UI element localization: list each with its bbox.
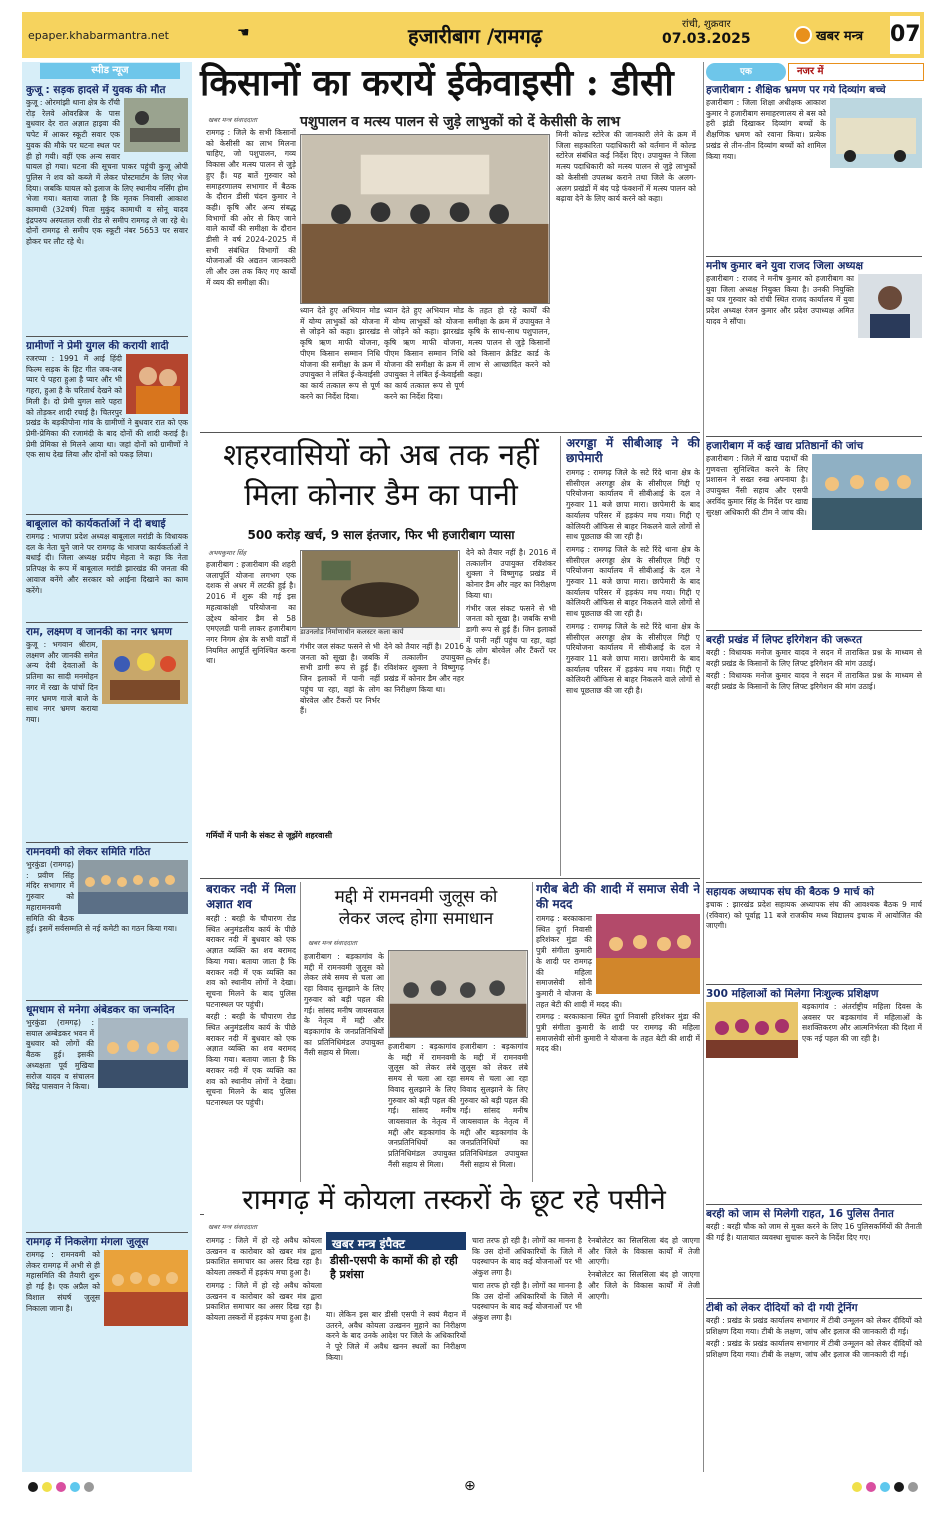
dam-body-3: देने को तैयार नहीं है। 2016 में तत्कालीन उपायुक्त रविशंकर शुक्ला ने विष्णुगढ़ प्रखंड में कोनार डैम और नहर का निरीक्षण किया था। xyxy=(384,642,464,694)
committee-photo xyxy=(78,860,188,914)
garib-body-cont: रामगढ़ : बरकाकाना स्थित दुर्गा निवासी हरिशंकर मुंडा की पुत्री संगीता कुमारी के शादी पर रामगढ़ की महिला समाजसेवी सोनी कुमारी ने योजना के तहत बेटी की शादी में मदद की। xyxy=(536,1012,700,1054)
left-item-title: रामनवमी को लेकर समिति गठित xyxy=(26,846,151,858)
ek-nazar-header xyxy=(706,63,924,81)
right-item-title: हजारीबाग : शैक्षिक भ्रमण पर गये दिव्यांग बच्चे xyxy=(706,84,886,96)
barakar-story xyxy=(206,882,296,1212)
divider xyxy=(706,1298,922,1299)
right-item-4 xyxy=(706,634,922,880)
bus-photo xyxy=(830,98,922,168)
right-item-title: हजारीबाग में कई खाद्य प्रतिष्ठानों की जांच xyxy=(706,440,864,452)
food-inspection-photo xyxy=(812,454,922,530)
main-col-2b xyxy=(384,306,464,430)
right-item-3 xyxy=(706,440,922,628)
left-item-7 xyxy=(26,1236,188,1468)
ramnavami-headline-line-2: लेकर जल्द होगा समाधान xyxy=(338,909,494,929)
coal-body-4: रेनबोलेटर का सिलसिला बंद हो जाएगा और जिले के विकास कार्यों में तेजी आएगी। xyxy=(588,1236,700,1267)
dam-headline xyxy=(206,436,556,516)
dam-byline: अभयकुमार सिंह xyxy=(208,549,247,557)
gray-dot-icon xyxy=(908,1482,918,1492)
left-item-body: रामगढ़ : भाजपा प्रदेश अध्यक्ष बाबूलाल मरांडी के विधायक दल के नेता चुने जाने पर रामगढ़ के भाजपा कार्यकर्ताओं ने बधाई दी। जिला अध्यक्ष प्रदीप मेहता ने कहा कि नेता प्रतिपक्ष के रूप में बाबूलाल मरांडी झारखंड की जनता की आवाज बनेंगे और सरकार को आईना दिखाने का काम करेंगे। xyxy=(26,532,188,595)
divider xyxy=(26,1232,188,1233)
ambedkar-meeting-photo xyxy=(98,1018,188,1088)
coal-col-1 xyxy=(206,1236,322,1472)
divider xyxy=(200,878,700,879)
cyan-dot-icon xyxy=(70,1482,80,1492)
right-item-body: इचाक : झारखंड प्रदेश सहायक अध्यापक संघ की आवश्यक बैठक 9 मार्च (रविवार) को पूर्वाह्न 11 बजे राजकीय मध्य विद्यालय इचाक में आयोजित की जाएगी। xyxy=(706,900,922,931)
page-number: 07 xyxy=(890,16,920,54)
divider xyxy=(706,1204,922,1205)
dam-headline-line-1: शहरवासियों को अब तक नहीं xyxy=(223,438,539,473)
right-item-1 xyxy=(706,84,922,254)
ramnavami-body-2: हजारीबाग : बड़कागांव के मद्दी में रामनवमी जुलूस को लेकर लंबे समय से चला आ रहा विवाद सुलझाने के लिए गुरुवार को बड़ी पहल की गई। सांसद मनीष जायसवाल के नेतृत्व में मद्दी और बड़कागांव के जनप्रतिनिधियों का प्रतिनिधिमंडल उपायुक्त नैंसी सहाय से मिला। xyxy=(388,1042,456,1169)
divider xyxy=(26,622,188,623)
left-item-6 xyxy=(26,1004,188,1229)
right-item-title: सहायक अध्यापक संघ की बैठक 9 मार्च को xyxy=(706,886,874,898)
manish-kumar-photo xyxy=(858,274,922,338)
dam-note: गर्मियों में पानी के संकट से जूझेंगे शहरवासी xyxy=(206,831,333,840)
right-item-title: टीबी को लेकर दीदियों को दी गयी ट्रेनिंग xyxy=(706,1302,858,1314)
arguda-story xyxy=(566,436,700,876)
issue-date: 07.03.2025 xyxy=(662,31,751,47)
color-dots-left xyxy=(28,1482,94,1492)
main-col-3 xyxy=(468,306,550,430)
right-item-title: मनीष कुमार बने युवा राजद जिला अध्यक्ष xyxy=(706,260,863,272)
section-title: हजारीबाग /रामगढ़ xyxy=(408,24,542,48)
ramnavami-col-1 xyxy=(304,952,384,1212)
divider xyxy=(26,1000,188,1001)
coal-byline: खबर मन्त्र संवाददाता xyxy=(208,1223,258,1231)
main-byline: खबर मन्त्र संवाददाता xyxy=(208,116,258,124)
divider xyxy=(26,336,188,337)
ramnavami-body-1: हजारीबाग : बड़कागांव के मद्दी में रामनवमी जुलूस को लेकर लंबे समय से चला आ रहा विवाद सुलझाने के लिए गुरुवार को बड़ी पहल की गई। सांसद मनीष जायसवाल के नेतृत्व में मद्दी और बड़कागांव के जनप्रतिनिधियों का प्रतिनिधिमंडल उपायुक्त नैंसी सहाय से मिला। xyxy=(304,952,384,1058)
divider xyxy=(706,436,922,437)
garib-title: गरीब बेटी की शादी में समाज सेवी ने की मदद xyxy=(536,882,700,911)
divider xyxy=(200,432,700,433)
city-day: रांची, शुक्रवार xyxy=(681,19,731,30)
coal-body-2: या। लेकिन इस बार डीसी एसपी ने स्वयं मैदान में उतरने, अवैध कोयला उत्खनन मुहाने का निरीक्षण करने के बाद उनके आदेश पर जिले के अधिकारियों ने पूरे जिले में अवैध खनन स्थलों का निरीक्षण किया। xyxy=(326,1310,466,1362)
dam-photo xyxy=(300,550,460,628)
khabar-impact-text: डीसी-एसपी के कामों की हो रही है प्रशंसा xyxy=(330,1254,458,1281)
main-body-2: ध्यान देते हुए अभियान मोड में योग्य लाभुकों को योजना से जोड़ने को कहा। झारखंड कृषि ऋण माफी योजना, पीएम किसान सम्मान निधि योजना की समीक्षा के क्रम में उपायुक्त ने लंबित ई-केवाईसी का कार्य तत्काल रूप से पूर्ण करने का निर्देश दिया। xyxy=(300,306,380,401)
right-item-title: बरही प्रखंड में लिफ्ट इरिगेशन की जरूरत xyxy=(706,634,862,646)
left-item-4 xyxy=(26,626,188,736)
ramnavami-byline: खबर मन्त्र संवाददाता xyxy=(308,939,358,947)
coal-col-4 xyxy=(588,1236,700,1472)
left-item-body: रजरप्पा : 1991 में आई हिंदी फिल्म सड़क के हिट गीत जब-जब प्यार पे पहरा हुआ है प्यार और भी गहरा, हुआ है के चरितार्थ देखने को मिली है। दो प्रेमी युगल सारे पहरा को तोड़कर शादी रचाई है। चितरपुर प्रखंड के बड़कीपोना गांव के ग्रामीणों ने बुधवार रात को एक प्रेमी-प्रेमिका की रजामंदी के बाद दोनों की शादी कराई है। प्रेमी प्रेमिका से मिलने आया था। जहां दोनों को ग्रामीणों ने एक साथ देख लिया और दोनों को पकड़ लिया। xyxy=(26,354,188,460)
yellow-dot-icon xyxy=(42,1482,52,1492)
wedding-help-photo xyxy=(596,914,700,994)
accident-photo xyxy=(124,98,188,152)
divider xyxy=(560,436,561,876)
divider xyxy=(706,984,922,985)
left-item-title: बाबूलाल को कार्यकर्ताओं ने दी बधाई xyxy=(26,518,166,530)
dam-headline-line-2: मिला कोनार डैम का पानी xyxy=(244,478,518,513)
right-item-body: हजारीबाग : राजद ने मनीष कुमार को हजारीबाग का युवा जिला अध्यक्ष नियुक्त किया है। उनकी नियुक्ति का पत्र गुरुवार को रांची स्थित राजद कार्यालय में युवा प्रदेश अध्यक्ष रंजन कुमार और प्रदेश उपाध्यक्ष अमित यादव ने सौंपा। xyxy=(706,274,854,326)
couple-photo xyxy=(126,354,188,414)
right-item-body: बड़कागांव : अंतर्राष्ट्रीय महिला दिवस के अवसर पर बड़कागांव में महिलाओं के सशक्तिकरण और आत्मनिर्भरता की दिशा में एक नई पहल की जा रही है। xyxy=(802,1002,922,1044)
left-item-1 xyxy=(26,84,188,334)
right-item-5 xyxy=(706,886,922,982)
left-item-3 xyxy=(26,518,188,618)
brand-logo xyxy=(794,21,894,49)
right-item-7 xyxy=(706,1208,922,1296)
main-body-1: रामगढ़ : जिले के सभी किसानों को केसीसी का लाभ मिलना चाहिए, जो पशुपालन, गव्य विकास और मत्स्य पालन से जुड़े हुए हैं। यह बातें गुरुवार को समाहरणालय सभागार में बैठक के दौरान डीसी चंदन कुमार ने कही। कृषि और अन्य संबद्ध विभागों की ओर से किए जाने वाले कार्यों की समीक्षा के दौरान डीसी ने वर्ष 2024-2025 में सभी संबंधित विभागों की योजनाओं की अद्यतन जानकारी ली और उस तक किए गए कार्यों में व्यय की समीक्षा की। xyxy=(206,128,296,287)
ramnavami-body-3: हजारीबाग : बड़कागांव के मद्दी में रामनवमी जुलूस को लेकर लंबे समय से चला आ रहा विवाद सुलझाने के लिए गुरुवार को बड़ी पहल की गई। सांसद मनीष जायसवाल के नेतृत्व में मद्दी और बड़कागांव के जनप्रतिनिधियों का प्रतिनिधिमंडल उपायुक्त नैंसी सहाय से मिला। xyxy=(460,1042,528,1169)
ramnavami-headline xyxy=(304,886,528,930)
left-item-body: कुजू : भगवान श्रीराम, लक्ष्मण और जानकी समेत अन्य देवी देवताओं के प्रतिमा का सादी मनमोहन नगर में रखा के पांचों दिन नगर भ्रमण गाजे बाजे के साथ नगर भ्रमण कराया गया। xyxy=(26,640,98,724)
brand-circle-icon xyxy=(794,26,812,44)
main-body-2b: ध्यान देते हुए अभियान मोड में योग्य लाभुकों को योजना से जोड़ने को कहा। झारखंड कृषि ऋण माफी योजना, पीएम किसान सम्मान निधि योजना की समीक्षा के क्रम में उपायुक्त ने लंबित ई-केवाईसी का कार्य तत्काल रूप से पूर्ण करने का निर्देश दिया। xyxy=(384,306,464,401)
arguda-body: रामगढ़ : रामगढ़ जिले के सटे रिंदे थाना क्षेत्र के सीसीएल अरगड्डा क्षेत्र के सीसीएल गिद्दी ए परियोजना कार्यालय में सीबीआई के दल ने गुरुवार 11 बजे छापा मारा। छापेमारी के बाद कार्यालय परिसर में हड़कंप मच गया। गिद्दी ए कोलियरी ऑफिस से बाहर निकलने वाले लोगों से साथ पूछताछ की जा रही है। xyxy=(566,468,700,542)
dam-col-3 xyxy=(384,642,464,830)
coal-col-3 xyxy=(472,1236,582,1472)
right-item-body: हजारीबाग : जिले में खाद्य पदार्थों की गुणवत्ता सुनिश्चित करने के लिए प्रशासन ने सख्त रुख अपनाया है। उपायुक्त नैंसी सहाय और एसपी अरविंद कुमार सिंह के निर्देश पर खाद्य सुरक्षा अधिकारी की टीम ने जांच की। xyxy=(706,454,808,517)
coal-col-2 xyxy=(326,1310,466,1472)
right-item-body-cont: बरही : प्रखंड के प्रखंड कार्यालय सभागार में टीबी उन्मूलन को लेकर दीदियों को प्रशिक्षण दिया गया। टीबी के लक्षण, जांच और इलाज की जानकारी दी गई। xyxy=(706,1339,922,1360)
coal-body-3-cont: चारा तरफ हो रही है। लोगों का मानना है कि उस दोनों अधिकारियों के जिले में पदस्थापन के बाद कई योजनाओं पर भी अंकुश लगा है। xyxy=(472,1280,582,1322)
right-item-2 xyxy=(706,260,922,434)
main-col-4 xyxy=(556,130,696,430)
divider xyxy=(706,256,922,257)
black-dot-icon xyxy=(894,1482,904,1492)
magenta-dot-icon xyxy=(56,1482,66,1492)
coal-body-1: रामगढ़ : जिले में हो रहे अवैध कोयला उत्खनन व कारोबार को खबर मंत्र द्वारा प्रकाशित समाचार का असर दिख रहा है। कोयला तस्करों में हड़कंप मचा हुआ है। xyxy=(206,1236,322,1278)
divider xyxy=(26,514,188,515)
right-item-title: 300 महिलाओं को मिलेगा निःशुल्क प्रशिक्षण xyxy=(706,988,879,1000)
page-footer xyxy=(22,1474,924,1500)
coal-body-4-cont: रेनबोलेटर का सिलसिला बंद हो जाएगा और जिले के विकास कार्यों में तेजी आएगी। xyxy=(588,1270,700,1301)
right-item-6 xyxy=(706,988,922,1202)
dam-body-1: हजारीबाग : हजारीबाग की शहरी जलापूर्ति योजना लगभग एक दशक से अधर में लटकी हुई है। 2016 में शुरू की गई इस महत्वाकांक्षी परियोजना का उद्देश्य कोनार डैम से 58 एमएलडी पानी लाकर हजारीबाग नगर निगम क्षेत्र के सभी वार्डों में नियमित आपूर्ति सुनिश्चित करना था। xyxy=(206,560,296,666)
barakar-title: बराकर नदी में मिला अज्ञात शव xyxy=(206,882,296,911)
divider xyxy=(706,882,922,883)
dateline xyxy=(662,17,751,47)
speed-news-label: स्पीड न्यूज xyxy=(40,63,180,79)
left-item-title: धूमधाम से मनेगा अंबेडकर का जन्मदिन xyxy=(26,1004,175,1016)
main-body-4: मिनी कोल्ड स्टोरेज की जानकारी लेने के क्रम में जिला सहकारिता पदाधिकारी को वर्तमान में कोल्ड स्टोरेज संबंधित कई निर्देश दिए। उपायुक्त ने जिला मत्स्य पदाधिकारी को मत्स्य पालन से जुड़े लाभुकों को केसीसी उपलब्ध कराने तथा जिले के अलग-अलग प्रखंडों में बंद पड़े फंक्शनों में मत्स्य पालन को बढ़ावा देने के लिए कार्य करने को कहा। xyxy=(556,130,696,204)
barakar-body: बरही : बरही के चौपारण रोड स्थित अनुमंडलीय कार्य के पीछे बराकर नदी में बुधवार को एक अज्ञात व्यक्ति का शव बरामद किया गया। बताया जाता है कि बराकर नदी में एक व्यक्ति का शव को स्थानीय लोगों ने देखा। सूचना मिलने के बाद पुलिस घटनास्थल पर पहुंची। xyxy=(206,914,296,1009)
women-training-photo xyxy=(706,1002,798,1058)
brand-name: खबर मन्त्र xyxy=(816,29,864,44)
left-item-title: कुजू : सड़क हादसे में युवक की मौत xyxy=(26,84,166,96)
main-headline: किसानों का करायें ईकेवाइसी : डीसी xyxy=(200,62,674,104)
garib-body: रामगढ़ : बरकाकाना स्थित दुर्गा निवासी हरिशंकर मुंडा की पुत्री संगीता कुमारी के शादी पर रामगढ़ की महिला समाजसेवी सोनी कुमारी ने योजना के तहत बेटी की शादी में मदद की। xyxy=(536,914,623,1009)
main-col-1 xyxy=(206,128,296,428)
khabar-impact-label: खबर मन्त्र इंपैक्ट xyxy=(326,1232,466,1250)
barakar-body-cont: बरही : बरही के चौपारण रोड स्थित अनुमंडलीय कार्य के पीछे बराकर नदी में बुधवार को एक अज्ञात व्यक्ति का शव बरामद किया गया। बताया जाता है कि बराकर नदी में एक व्यक्ति का शव को स्थानीय लोगों ने देखा। सूचना मिलने के बाद पुलिस घटनास्थल पर पहुंची। xyxy=(206,1012,296,1107)
dam-body-4: देने को तैयार नहीं है। 2016 में तत्कालीन उपायुक्त रविशंकर शुक्ला ने विष्णुगढ़ प्रखंड में कोनार डैम और नहर का निरीक्षण किया था। xyxy=(466,548,556,600)
dam-col-4 xyxy=(466,548,556,830)
dam-subhead: 500 करोड़ खर्च, 9 साल इंतजार, फिर भी हजारीबाग प्यासा xyxy=(247,528,515,542)
left-item-5 xyxy=(26,846,188,996)
arguda-body-cont2: रामगढ़ : रामगढ़ जिले के सटे रिंदे थाना क्षेत्र के सीसीएल अरगड्डा क्षेत्र के सीसीएल गिद्दी ए परियोजना कार्यालय में सीबीआई के दल ने गुरुवार 11 बजे छापा मारा। छापेमारी के बाद कार्यालय परिसर में हड़कंप मच गया। गिद्दी ए कोलियरी ऑफिस से बाहर निकलने वाले लोगों से साथ पूछताछ की जा रही है। xyxy=(566,621,700,696)
left-item-title: रामगढ़ में निकलेगा मंगला जुलूस xyxy=(26,1236,149,1248)
right-item-8 xyxy=(706,1302,922,1470)
main-body-3: के तहत हो रहे कार्यों की समीक्षा के क्रम में उपायुक्त ने कृषि के साथ-साथ पशुपालन, मत्स्य पालन से जुड़े किसानों को किसान क्रेडिट कार्ड के लाभ से आच्छादित करने को कहा। xyxy=(468,306,550,380)
nazar-label: नजर में xyxy=(788,63,924,81)
ram-idol-photo xyxy=(102,640,188,704)
arguda-title: अरगड्डा में सीबीआइ ने की छापेमारी xyxy=(566,436,700,465)
ek-pill: एक xyxy=(706,63,786,81)
dam-col-2 xyxy=(300,642,380,830)
procession-photo xyxy=(104,1250,188,1326)
main-col-2 xyxy=(300,306,380,430)
right-item-body: बरही : बरही चौक को जाम से मुक्त करने के लिए 16 पुलिसकर्मियों की तैनाती की गई है। यातायात व्यवस्था सुचारू करने के निर्देश दिए गए। xyxy=(706,1222,922,1242)
color-dots-right xyxy=(852,1482,918,1492)
page-header xyxy=(22,12,924,58)
left-item-body: भुरकुंडा (रामगढ़) : प्रवीण सिंह मंदिर सभागार में गुरुवार को महारामनवमी समिति की बैठक हुई। इसमें सर्वसम्मति से नई कमेटी का गठन किया गया। xyxy=(26,860,177,934)
garib-story xyxy=(536,882,700,1212)
right-item-body: बरही : प्रखंड के प्रखंड कार्यालय सभागार में टीबी उन्मूलन को लेकर दीदियों को प्रशिक्षण दिया गया। टीबी के लक्षण, जांच और इलाज की जानकारी दी गई। xyxy=(706,1316,922,1336)
right-item-title: बरही को जाम से मिलेगी राहत, 16 पुलिस तैनात xyxy=(706,1208,894,1220)
registration-mark-icon: ⊕ xyxy=(464,1478,476,1494)
main-meeting-photo xyxy=(300,134,550,304)
gray-dot-icon xyxy=(84,1482,94,1492)
left-item-title: ग्रामीणों ने प्रेमी युगल की करायी शादी xyxy=(26,340,169,352)
right-item-body: बरही : विधायक मनोज कुमार यादव ने सदन में ताराकित प्रश्न के माध्यम से बरही प्रखंड के किसानों के लिए लिफ्ट इरिगेशन की मांग उठाई। xyxy=(706,648,922,668)
left-item-body: भुरकुंडा (रामगढ़) : सयाल अम्बेडकर भवन में बुधवार को लोगों की बैठक हुई। इसकी अध्यक्षता पूर्व मुखिया सरोज यादव व संचालन बिरेंद्र पासवान ने किया। xyxy=(26,1018,94,1092)
left-item-title: राम, लक्ष्मण व जानकी का नगर भ्रमण xyxy=(26,626,172,638)
right-item-body-cont: बरही : विधायक मनोज कुमार यादव ने सदन में ताराकित प्रश्न के माध्यम से बरही प्रखंड के किसानों के लिए लिफ्ट इरिगेशन की मांग उठाई। xyxy=(706,671,922,692)
divider xyxy=(26,842,188,843)
cyan-dot-icon xyxy=(880,1482,890,1492)
left-item-body: रामगढ़ : रामनवमी को लेकर रामगढ़ में अभी से ही महासमिति की तैयारी शुरू हो गई है। एक अप्रैल को विशाल संघर्ष जुलूस निकाला जाना है। xyxy=(26,1250,100,1313)
pointer-hand-icon: ☚ xyxy=(237,25,250,41)
main-subhead: पशुपालन व मत्स्य पालन से जुड़े लाभुकों को दें केसीसी के लाभ xyxy=(300,114,621,130)
dam-col-1 xyxy=(206,560,296,830)
left-item-2 xyxy=(26,340,188,512)
ramnavami-headline-line-1: मद्दी में रामनवमी जुलूस को xyxy=(334,887,498,907)
dam-body-5: गंभीर जल संकट फसने से भी जनता को सूखा है। जबकि सभी डागी रूप से हुई हैं। जिन इलाकों में पानी नहीं पहुंच पा रहा, वहां के लोग बोरवेल और टैंकरों पर निर्भर हैं। xyxy=(466,603,556,667)
ramnavami-meeting-photo xyxy=(388,950,528,1038)
magenta-dot-icon xyxy=(866,1482,876,1492)
dam-body-2: गंभीर जल संकट फसने से भी जनता को सूखा है। जबकि सभी डागी रूप से हुई हैं। जिन इलाकों में पानी नहीं पहुंच पा रहा, वहां के लोग बोरवेल और टैंकरों पर निर्भर हैं। xyxy=(300,642,380,716)
khabar-impact-box xyxy=(326,1232,466,1307)
coal-headline: रामगढ़ में कोयला तस्करों के छूट रहे पसीने xyxy=(204,1182,704,1218)
divider xyxy=(532,882,533,1212)
dam-caption: डाउनलोड निर्माणाधीन कलस्टर कला कार्य xyxy=(300,628,460,640)
black-dot-icon xyxy=(28,1482,38,1492)
arguda-body-cont: रामगढ़ : रामगढ़ जिले के सटे रिंदे थाना क्षेत्र के सीसीएल अरगड्डा क्षेत्र के सीसीएल गिद्दी ए परियोजना कार्यालय में सीबीआई के दल ने गुरुवार 11 बजे छापा मारा। छापेमारी के बाद कार्यालय परिसर में हड़कंप मच गया। गिद्दी ए कोलियरी ऑफिस से बाहर निकलने वाले लोगों से साथ पूछताछ की जा रही है। xyxy=(566,544,700,619)
yellow-dot-icon xyxy=(852,1482,862,1492)
right-item-body: हजारीबाग : जिला शिक्षा अधीक्षक आकाश कुमार ने हजारीबाग समाहरणालय से बस को हरी झंडी दिखाकर दिव्यांग बच्चों के शैक्षणिक भ्रमण को रवाना किया। प्रत्येक प्रखंड से तीन-तीन दिव्यांग बच्चों को शामिल किया गया। xyxy=(706,98,826,161)
coal-body-1-cont: रामगढ़ : जिले में हो रहे अवैध कोयला उत्खनन व कारोबार को खबर मंत्र द्वारा प्रकाशित समाचार का असर दिख रहा है। कोयला तस्करों में हड़कंप मचा हुआ है। xyxy=(206,1280,322,1322)
site-url[interactable]: epaper.khabarmantra.net xyxy=(28,29,169,42)
left-item-body: कुजू : ओरमांझी थाना क्षेत्र के राँची रोड़ रेलवे ओवरब्रिज के पास बुधवार देर रात अज्ञात हाइवा की चपेट में आकर स्कूटी सवार एक युवक की मौके पर घटना स्थल पर ही हो गयी। वहीं एक अन्य सवार घायल हो गया। घटना की सूचना पाकर पहुंची कुजू ओपी पुलिस ने शव को कब्जे में लेकर पोस्टमार्टम के लिए भेज दिया। जबकि घायल को इलाज के लिए स्थानीय नर्सिंग होम भेजा गया। बताया जाता है कि मृतक निवासी आकाश कामाथी (32वर्ष) पिता मुकुंद कामाथी व सोनू यादव इंद्रपरुप अस्पताल राजी रोड से समीप रामगढ़ ले जा रहे थे। दोनों रामगढ़ से समीप एक स्कूटी नंबर 5653 पर सवार होकर घर लौट रहे थे। xyxy=(26,98,188,247)
divider xyxy=(300,882,301,1212)
divider xyxy=(706,630,922,631)
coal-body-3: चारा तरफ हो रही है। लोगों का मानना है कि उस दोनों अधिकारियों के जिले में पदस्थापन के बाद कई योजनाओं पर भी अंकुश लगा है। xyxy=(472,1236,582,1278)
divider xyxy=(703,62,704,1472)
